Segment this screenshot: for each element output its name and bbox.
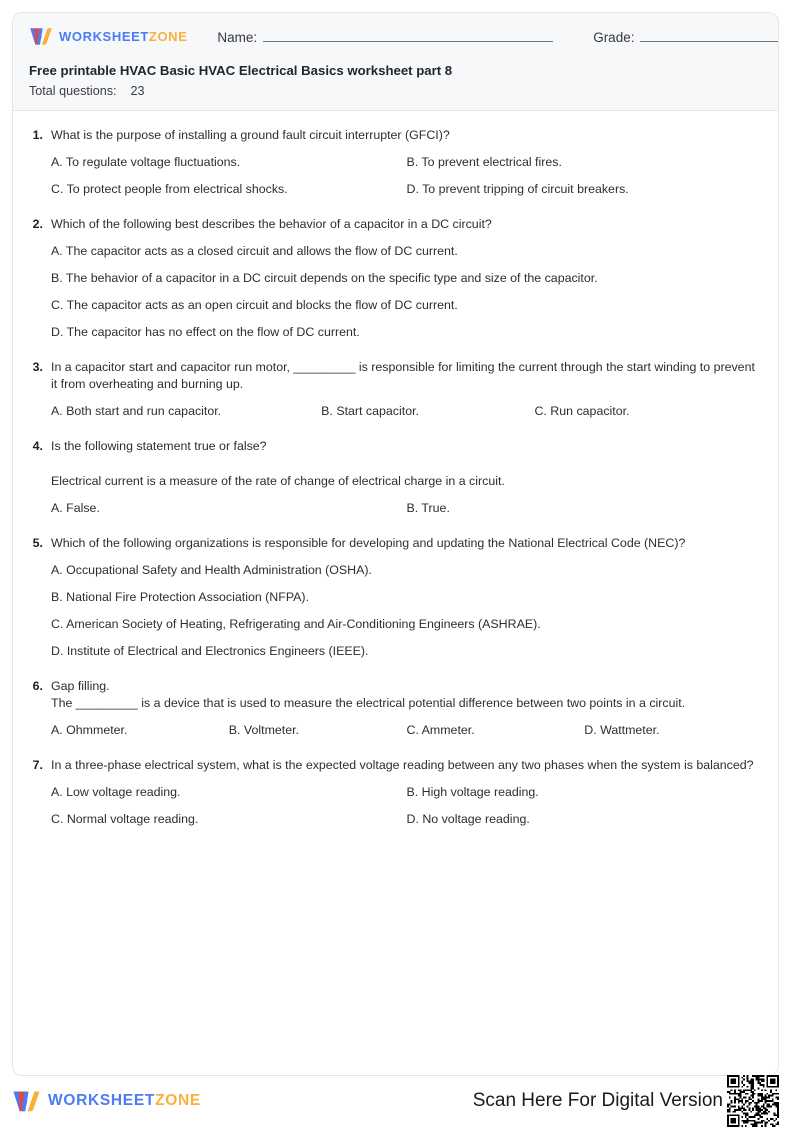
option-row: [51, 324, 762, 341]
answer-option[interactable]: C. The capacitor acts as an open circuit and blocks the flow of DC current.: [51, 298, 458, 312]
option-row: [51, 243, 762, 260]
grade-field[interactable]: [593, 28, 779, 45]
brand-wordmark: [59, 29, 187, 44]
answer-option[interactable]: C. Normal voltage reading.: [51, 812, 199, 826]
option-row: [51, 616, 762, 633]
question-item: [29, 359, 762, 420]
question-item: [29, 678, 762, 739]
answer-option[interactable]: D. Wattmeter.: [584, 723, 660, 737]
question-number: 5.: [32, 536, 43, 550]
brand-word-secondary: ZONE: [148, 28, 188, 44]
question-text: Gap filling.: [51, 679, 110, 693]
option-row: [51, 811, 762, 828]
question-content: [51, 359, 762, 420]
question-content: [51, 678, 762, 739]
qr-code-icon[interactable]: [727, 1075, 779, 1127]
answer-option[interactable]: B. The behavior of a capacitor in a DC circuit depends on the specific type and size of the capacitor.: [51, 271, 598, 285]
option-row: [51, 403, 762, 420]
question-number: 1.: [32, 128, 43, 142]
question-content: [51, 438, 762, 517]
brand-word-primary: WORKSHEET: [59, 28, 149, 44]
question-item: [29, 535, 762, 660]
worksheetzone-w-logo-icon: [29, 27, 53, 46]
worksheet-header: [13, 13, 778, 111]
option-row: [51, 784, 762, 801]
answer-option[interactable]: C. To protect people from electrical shocks.: [51, 182, 288, 196]
total-questions: [29, 84, 762, 98]
worksheetzone-w-logo-icon: [12, 1090, 41, 1113]
footer-brand-word-secondary: ZONE: [155, 1092, 201, 1109]
answer-option[interactable]: D. The capacitor has no effect on the flow of DC current.: [51, 325, 360, 339]
answer-option[interactable]: A. Ohmmeter.: [51, 723, 128, 737]
question-text: What is the purpose of installing a ground fault circuit interrupter (GFCI)?: [51, 128, 450, 142]
option-row: [51, 589, 762, 606]
question-item: [29, 216, 762, 341]
name-label: Name:: [217, 29, 258, 45]
question-text: In a three-phase electrical system, what is the expected voltage reading between any two phases when the system is balanced?: [51, 758, 754, 772]
answer-options: [51, 403, 762, 420]
question-content: [51, 216, 762, 341]
answer-options: [51, 500, 762, 517]
answer-option[interactable]: A. Low voltage reading.: [51, 785, 181, 799]
total-questions-value: 23: [130, 84, 145, 98]
answer-option[interactable]: D. To prevent tripping of circuit breakers.: [406, 182, 629, 196]
question-number: 4.: [32, 439, 43, 453]
answer-options: [51, 722, 762, 739]
option-row: [51, 643, 762, 660]
answer-options: [51, 243, 762, 341]
option-row: [51, 297, 762, 314]
question-content: [51, 757, 762, 828]
worksheet-page: [12, 12, 779, 1076]
option-row: [51, 154, 762, 171]
grade-input-line[interactable]: [640, 28, 779, 42]
total-questions-label: Total questions:: [29, 84, 117, 98]
option-row: [51, 500, 762, 517]
scan-area: [473, 1075, 779, 1127]
brand-logo[interactable]: [29, 27, 187, 46]
scan-label: Scan Here For Digital Version: [472, 1090, 723, 1111]
option-row: [51, 722, 762, 739]
question-content: [51, 535, 762, 660]
name-field[interactable]: [217, 28, 553, 45]
option-row: [51, 181, 762, 198]
question-text: Which of the following best describes the behavior of a capacitor in a DC circuit?: [51, 217, 492, 231]
question-text: Is the following statement true or false?: [51, 439, 267, 453]
option-row: [51, 562, 762, 579]
answer-option[interactable]: D. No voltage reading.: [406, 812, 530, 826]
answer-option[interactable]: A. The capacitor acts as a closed circuit and allows the flow of DC current.: [51, 244, 458, 258]
questions-list: [13, 111, 778, 828]
option-row: [51, 270, 762, 287]
question-number: 7.: [32, 758, 43, 772]
question-statement: Electrical current is a measure of the rate of change of electrical charge in a circuit.: [51, 474, 505, 488]
answer-option[interactable]: B. To prevent electrical fires.: [406, 155, 562, 169]
name-input-line[interactable]: [263, 28, 553, 42]
answer-options: [51, 562, 762, 660]
answer-option[interactable]: C. American Society of Heating, Refrigerating and Air-Conditioning Engineers (ASHRAE).: [51, 617, 541, 631]
grade-label: Grade:: [593, 29, 635, 45]
question-item: [29, 438, 762, 517]
header-top-row: [29, 23, 762, 49]
page-title: Free printable HVAC Basic HVAC Electrical Basics worksheet part 8: [29, 63, 453, 78]
worksheet-footer: [12, 1082, 779, 1120]
question-item: [29, 757, 762, 828]
question-content: [51, 127, 762, 198]
footer-brand-logo[interactable]: [12, 1090, 201, 1113]
answer-option[interactable]: C. Run capacitor.: [534, 404, 630, 418]
answer-option[interactable]: A. False.: [51, 501, 100, 515]
answer-options: [51, 154, 762, 198]
answer-option[interactable]: A. Occupational Safety and Health Administration (OSHA).: [51, 563, 372, 577]
footer-brand-word-primary: WORKSHEET: [48, 1092, 156, 1109]
answer-option[interactable]: B. National Fire Protection Association (NFPA).: [51, 590, 310, 604]
answer-option[interactable]: C. Ammeter.: [406, 723, 475, 737]
question-item: [29, 127, 762, 198]
footer-brand-wordmark: [48, 1092, 201, 1110]
question-number: 6.: [32, 679, 43, 693]
answer-option[interactable]: B. Voltmeter.: [228, 723, 299, 737]
answer-option[interactable]: B. High voltage reading.: [406, 785, 539, 799]
question-text: In a capacitor start and capacitor run motor, _________ is responsible for limiting the current through the start winding to prevent it from overheating and burning up.: [51, 360, 755, 391]
question-number: 2.: [32, 217, 43, 231]
answer-option[interactable]: A. To regulate voltage fluctuations.: [51, 155, 241, 169]
answer-options: [51, 784, 762, 828]
question-statement-inline: The _________ is a device that is used to measure the electrical potential difference between two points in a circuit.: [51, 696, 686, 710]
answer-option[interactable]: D. Institute of Electrical and Electronics Engineers (IEEE).: [51, 644, 369, 658]
answer-option[interactable]: B. Start capacitor.: [321, 404, 419, 418]
question-number: 3.: [32, 360, 43, 374]
answer-option[interactable]: A. Both start and run capacitor.: [51, 404, 222, 418]
answer-option[interactable]: B. True.: [406, 501, 450, 515]
question-text: Which of the following organizations is responsible for developing and updating the National Electrical Code (NEC)?: [51, 536, 686, 550]
